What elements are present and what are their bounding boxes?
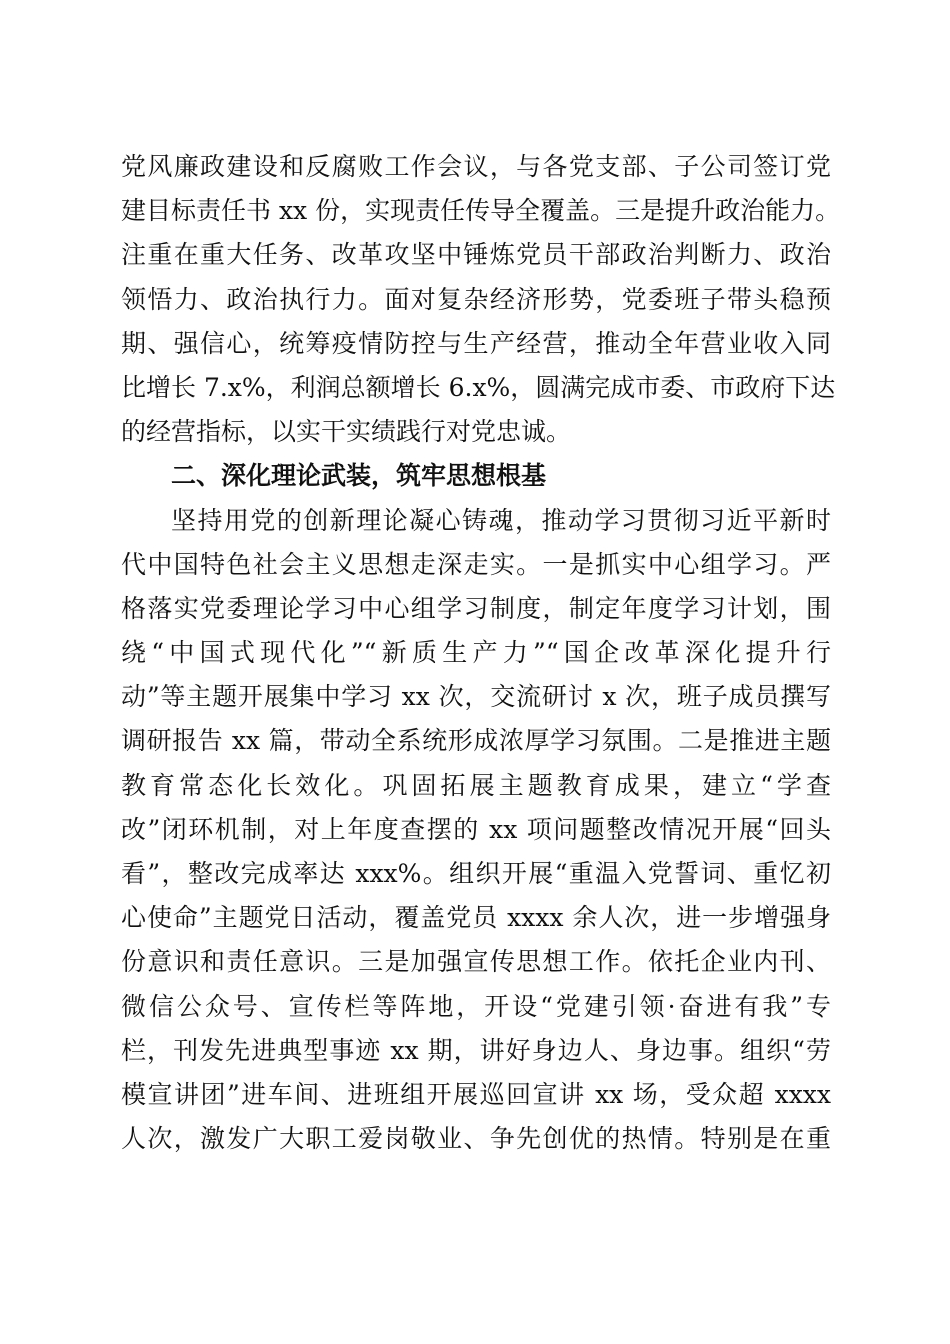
paragraph-line: 期、强信心，统筹疫情防控与生产经营，推动全年营业收入同 <box>121 328 831 358</box>
paragraph-line: 党风廉政建设和反腐败工作会议，与各党支部、子公司签订党 <box>121 152 831 181</box>
paragraph-line: 改”闭环机制，对上年度查摆的 xx 项问题整改情况开展“回头 <box>121 814 831 844</box>
paragraph-line: 人次，激发广大职工爱岗敬业、争先创优的热情。特别是在重 <box>121 1124 831 1154</box>
paragraph-line: 领悟力、政治执行力。面对复杂经济形势，党委班子带头稳预 <box>121 284 831 314</box>
paragraph-line: 动”等主题开展集中学习 xx 次，交流研讨 x 次，班子成员撰写 <box>121 682 831 712</box>
paragraph-line: 建目标责任书 xx 份，实现责任传导全覆盖。三是提升政治能力。 <box>121 196 841 226</box>
paragraph-line: 比增长 7.x%，利润总额增长 6.x%，圆满完成市委、市政府下达 <box>121 372 836 402</box>
paragraph-line: 的经营指标，以实干实绩践行对党忠诚。 <box>121 417 572 447</box>
body-text <box>121 145 841 1161</box>
paragraph-line: 注重在重大任务、改革攻坚中锤炼党员干部政治判断力、政治 <box>121 240 831 270</box>
paragraph-line: 格落实党委理论学习中心组学习制度，制定年度学习计划，围 <box>121 593 831 623</box>
paragraph-line: 教育常态化长效化。巩固拓展主题教育成果，建立“学查 <box>121 770 831 800</box>
paragraph-line: 份意识和责任意识。三是加强宣传思想工作。依托企业内刊、 <box>121 947 831 977</box>
paragraph-line: 绕“中国式现代化”“新质生产力”“国企改革深化提升行 <box>121 638 831 668</box>
section-heading: 二、深化理论武装，筑牢思想根基 <box>171 461 547 491</box>
paragraph-line: 微信公众号、宣传栏等阵地，开设“党建引领·奋进有我”专 <box>121 991 831 1021</box>
paragraph-line: 模宣讲团”进车间、进班组开展巡回宣讲 xx 场，受众超 xxxx <box>121 1079 831 1109</box>
paragraph-line: 心使命”主题党日活动，覆盖党员 xxxx 余人次，进一步增强身 <box>121 903 831 933</box>
paragraph-line: 调研报告 xx 篇，带动全系统形成浓厚学习氛围。二是推进主题 <box>121 726 831 756</box>
paragraph-line: 代中国特色社会主义思想走深走实。一是抓实中心组学习。严 <box>121 549 831 579</box>
paragraph-line: 看”，整改完成率达 xxx%。组织开展“重温入党誓词、重忆初 <box>121 859 831 888</box>
paragraph-line: 栏，刊发先进典型事迹 xx 期，讲好身边人、身边事。组织“劳 <box>121 1035 831 1065</box>
paragraph-line: 坚持用党的创新理论凝心铸魂，推动学习贯彻习近平新时 <box>171 505 831 535</box>
